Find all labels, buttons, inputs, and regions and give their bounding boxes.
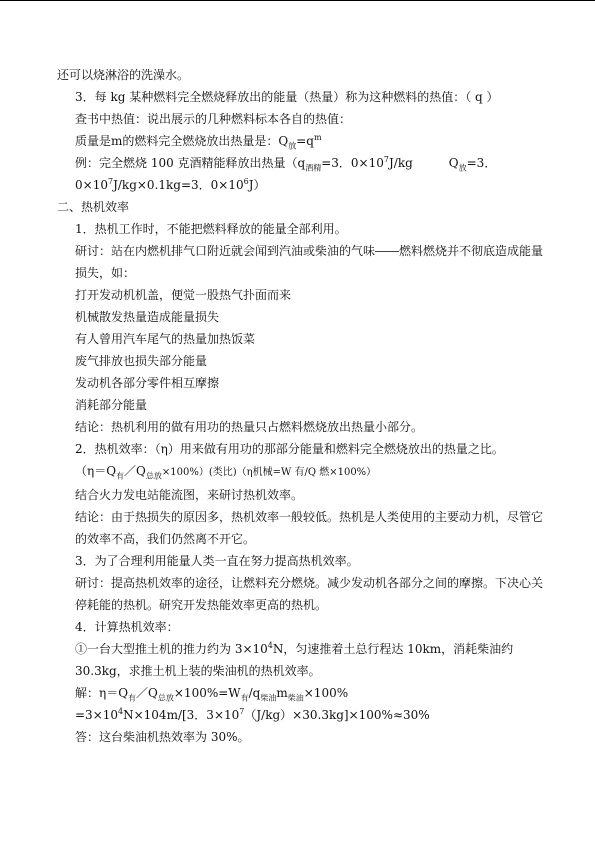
paragraph-example-alcohol: 例：完全燃烧 100 克酒精能释放出热量（$q_{酒精}=3$．$0\times 10^7J/kg$ $Q_放=3$．$0\times 10^7J/kg\times 0.1kg=3$．$0\times 10^6J$） [75, 155, 497, 192]
paragraph-look-up-heat-values: 查书中热值：说出展示的几种燃料标本各自的热值： [75, 112, 352, 126]
paragraph-bulldozer-problem: ①一台大型推土机的推力约为 $3\times 10^4N$，匀速推着土总行程达 10km，消耗柴油约 30.3kg，求推土机上装的柴油机的热机效率。 [75, 641, 514, 678]
document-body [57, 64, 547, 748]
list-item-exhaust-loss: 废气排放也损失部分能量 [75, 354, 208, 368]
paragraph-calculate-efficiency: 4．计算热机效率： [75, 620, 179, 634]
paragraph-efficiency-formula: $(\eta=Q_有/Q_{总放}\times 100\%)$(类比)（η机械=W 有/Q 燃×100%） [75, 464, 377, 481]
list-item-consumes-energy: 消耗部分能量 [75, 398, 148, 412]
paragraph-energy-not-fully-used: 1．热机工作时，不能把燃料释放的能量全部利用。 [75, 222, 347, 236]
paragraph-solution-calculation: $=3\times 10^4N\times 104m/[3$．$3\times 10^7(J/kg)\times 30.3kg]\times 100\%\approx 30\%$ [75, 707, 430, 722]
paragraph-heat-value-definition: 3．每 kg 某种燃料完全燃烧释放出的能量（热量）称为这种燃料的热值：（ q ） [75, 90, 499, 104]
paragraph-improve-efficiency: 3．为了合理利用能量人类一直在努力提高热机效率。 [75, 554, 359, 568]
section-heading-efficiency: 二、热机效率 [57, 200, 130, 214]
paragraph-efficiency-definition: 2．热机效率：（η）用来做有用功的那部分能量和燃料完全燃烧放出的热量之比。 [75, 442, 504, 456]
paragraph-conclusion-low-efficiency: 结论：由于热损失的原因多，热机效率一般较低。热机是人类使用的主要动力机，尽管它的效率不高，我们仍然离不开它。 [75, 510, 544, 546]
header-rule [0, 0, 595, 1]
paragraph-bath-water: 还可以烧淋浴的洗澡水。 [57, 68, 190, 82]
list-item-engine-friction: 发动机各部分零件相互摩擦 [75, 376, 220, 390]
list-item-open-hood: 打开发动机机盖，便觉一股热气扑面而来 [75, 288, 292, 302]
list-item-machine-heat-loss: 机械散发热量造成能量损失 [75, 310, 220, 324]
paragraph-research-improvement: 研讨：提高热机效率的途径，让燃料充分燃烧。减少发动机各部分之间的摩擦。下决心关停耗能的热机。研究开发热能效率更高的热机。 [75, 576, 544, 612]
paragraph-power-plant-diagram: 结合火力发电站能流图，来研讨热机效率。 [75, 488, 304, 502]
paragraph-research-exhaust: 研讨：站在内燃机排气口附近就会闻到汽油或柴油的气味――燃料燃烧并不彻底造成能量损失，如： [75, 244, 544, 280]
list-item-exhaust-heating: 有人曾用汽车尾气的热量加热饭菜 [75, 332, 256, 346]
paragraph-conclusion-small-part: 结论：热机利用的做有用功的热量只占燃料燃烧放出热量小部分。 [75, 420, 424, 434]
paragraph-answer: 答：这台柴油机热效率为 30%。 [75, 730, 250, 744]
paragraph-solution-formula: 解：$\eta=Q_有/Q_{总放}\times 100\%=W_有/q_{柴油}m_{柴油}\times 100\%$ [75, 686, 349, 703]
paragraph-heat-formula: 质量是m的燃料完全燃烧放出热量是：$Q_放=q^m$ [75, 133, 322, 151]
